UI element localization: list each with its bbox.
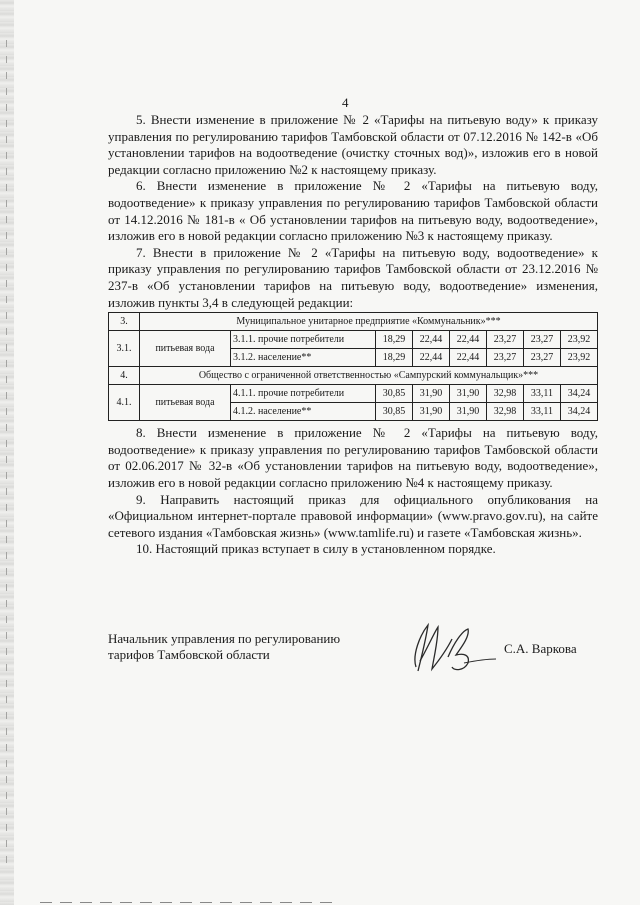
consumer-label: 3.1.1. прочие потребители xyxy=(231,331,376,349)
tariff-value: 23,27 xyxy=(487,331,524,349)
tariff-value: 23,92 xyxy=(561,349,598,367)
paragraph-7: 7. Внести в приложение № 2 «Тарифы на питьевую воду, водоотведение» к приказу управления по регулированию тарифов Тамбовской области от 23.12.2016 № 237-в «Об установлении тарифов на питьевую воду, водоотведение» изменения, изложив пункты 3,4 в следующей редакции: xyxy=(108,244,598,310)
tariff-value: 22,44 xyxy=(450,349,487,367)
scan-bottom-artifact xyxy=(40,902,340,903)
tariff-value: 31,90 xyxy=(450,385,487,403)
organization-title: Муниципальное унитарное предприятие «Коммунальник»*** xyxy=(140,313,598,331)
signatory-title xyxy=(108,631,388,663)
tariff-value: 18,29 xyxy=(376,331,413,349)
tariff-value: 31,90 xyxy=(413,385,450,403)
tariff-value: 23,27 xyxy=(487,349,524,367)
consumer-label: 3.1.2. население** xyxy=(231,349,376,367)
tariff-value: 18,29 xyxy=(376,349,413,367)
tariff-value: 22,44 xyxy=(413,349,450,367)
signatory-title-line-1: Начальник управления по регулированию xyxy=(108,631,341,646)
paragraph-6: 6. Внести изменение в приложение № 2 «Тарифы на питьевую воду, водоотведение» к приказу управления по регулированию тарифов Тамбовской области от 14.12.2016 № 181-в « Об установлении тарифов на питьевую воду, водоотведение», изложив его в новой редакции согласно приложению №3 к настоящему приказу. xyxy=(108,178,598,244)
tariff-table xyxy=(108,312,598,421)
tariff-value: 34,24 xyxy=(561,403,598,421)
tariff-value: 23,92 xyxy=(561,331,598,349)
tariff-value: 23,27 xyxy=(524,331,561,349)
sub-number: 4.1. xyxy=(109,385,140,421)
tariff-value: 33,11 xyxy=(524,385,561,403)
tariff-value: 22,44 xyxy=(450,331,487,349)
signatory-name: С.А. Варкова xyxy=(504,641,577,656)
tariff-value: 30,85 xyxy=(376,385,413,403)
scan-edge-artifact xyxy=(0,0,14,905)
sub-number: 3.1. xyxy=(109,331,140,367)
paragraph-10: 10. Настоящий приказ вступает в силу в установленном порядке. xyxy=(136,541,496,557)
table-row-group-header xyxy=(109,313,598,331)
service-name: питьевая вода xyxy=(140,385,231,421)
tariff-value: 34,24 xyxy=(561,385,598,403)
table-row-group-header xyxy=(109,367,598,385)
paragraph-9: 9. Направить настоящий приказ для официального опубликования на «Официальном интернет-портале правовой информации» (www.pravo.gov.ru), на сайте сетевого издания «Тамбовская жизнь» (www.tamlife.ru) и газете «Тамбовская жизнь». xyxy=(108,491,598,540)
service-name: питьевая вода xyxy=(140,331,231,367)
signature-block xyxy=(108,631,598,691)
tariff-value: 32,98 xyxy=(487,403,524,421)
organization-title: Общество с ограниченной ответственностью «Сампурский коммунальщик»*** xyxy=(140,367,598,385)
signatory-title-line-2: тарифов Тамбовской области xyxy=(108,647,270,662)
paragraph-8: 8. Внести изменение в приложение № 2 «Тарифы на питьевую воду, водоотведение» к приказу управления по регулированию тарифов Тамбовской области от 02.06.2017 № 32-в «Об установлении тарифов на питьевую воду, водоотведение», изложив его в новой редакции согласно приложению №4 к настоящему приказу. xyxy=(108,425,598,490)
tariff-value: 31,90 xyxy=(450,403,487,421)
tariff-value: 22,44 xyxy=(413,331,450,349)
group-number: 4. xyxy=(109,367,140,385)
tariff-value: 31,90 xyxy=(413,403,450,421)
handwritten-signature xyxy=(398,617,498,679)
consumer-label: 4.1.1. прочие потребители xyxy=(231,385,376,403)
tariff-value: 23,27 xyxy=(524,349,561,367)
tariff-value: 30,85 xyxy=(376,403,413,421)
paragraph-5: 5. Внести изменение в приложение № 2 «Тарифы на питьевую воду» к приказу управления по регулированию тарифов Тамбовской области от 07.12.2016 № 142-в «Об установлении тарифов на водоотведение (очистку сточных вод)», изложив его в новой редакции согласно приложению №2 к настоящему приказу. xyxy=(108,112,598,177)
consumer-label: 4.1.2. население** xyxy=(231,403,376,421)
tariff-value: 33,11 xyxy=(524,403,561,421)
group-number: 3. xyxy=(109,313,140,331)
tariff-value: 32,98 xyxy=(487,385,524,403)
page-number: 4 xyxy=(342,95,349,110)
table-row xyxy=(109,385,598,403)
document-body xyxy=(108,112,598,558)
table-row xyxy=(109,331,598,349)
